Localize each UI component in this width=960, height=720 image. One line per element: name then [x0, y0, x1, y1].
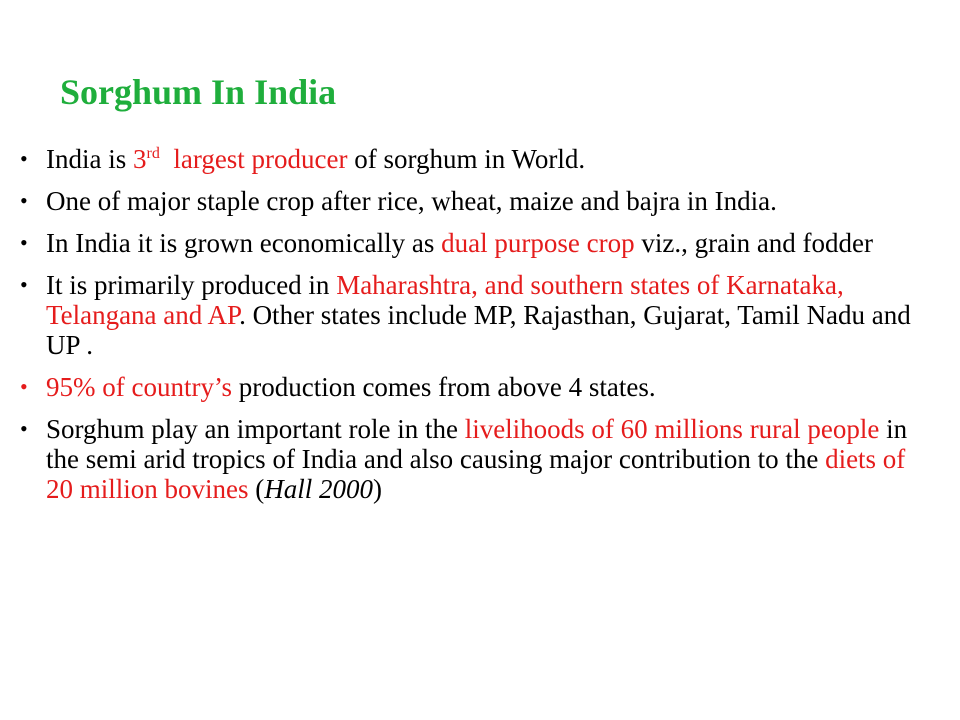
bullet-item [20, 372, 916, 402]
highlight-text: livelihoods of 60 millions rural people [464, 414, 880, 444]
bullet-dot-icon: • [20, 272, 28, 297]
bullet-text: of sorghum in World. [347, 144, 586, 174]
bullet-dot-icon: • [20, 374, 28, 399]
highlight-text: largest producer [173, 144, 348, 174]
bullet-item [20, 270, 916, 360]
highlight-text: 95% of country’s [46, 372, 232, 402]
highlight-text: diets of 20 million bovines [46, 444, 906, 504]
bullet-text: In India it is grown economically as [46, 228, 442, 258]
bullet-item [20, 144, 916, 174]
highlight-text: Maharashtra, and southern states of Karnataka, Telangana and AP [46, 270, 844, 330]
bullet-item [20, 414, 916, 504]
bullet-text: ( [248, 474, 265, 504]
bullet-text: India is [46, 144, 133, 174]
highlight-text: dual purpose crop [441, 228, 635, 258]
bullet-list [20, 144, 916, 516]
bullet-text: . Other states include MP, Rajasthan, Gujarat, Tamil Nadu and UP . [46, 300, 911, 360]
citation-text: Hall 2000 [264, 474, 374, 504]
bullet-dot-icon: • [20, 146, 28, 171]
superscript-text: rd [146, 145, 160, 162]
bullet-text: viz., grain and fodder [634, 228, 874, 258]
bullet-item [20, 186, 916, 216]
slide-title: Sorghum In India [60, 72, 337, 112]
bullet-text: in the semi arid tropics of India and also causing major contribution to the [46, 414, 908, 474]
bullet-text: ) [373, 474, 383, 504]
bullet-text: One of major staple crop after rice, wheat, maize and bajra in India. [46, 186, 777, 216]
highlight-text: 3 [133, 144, 147, 174]
bullet-dot-icon: • [20, 188, 28, 213]
bullet-dot-icon: • [20, 416, 28, 441]
bullet-text: It is primarily produced in [46, 270, 337, 300]
bullet-item [20, 228, 916, 258]
bullet-text: Sorghum play an important role in the [46, 414, 465, 444]
bullet-dot-icon: • [20, 230, 28, 255]
bullet-text: production comes from above 4 states. [231, 372, 656, 402]
